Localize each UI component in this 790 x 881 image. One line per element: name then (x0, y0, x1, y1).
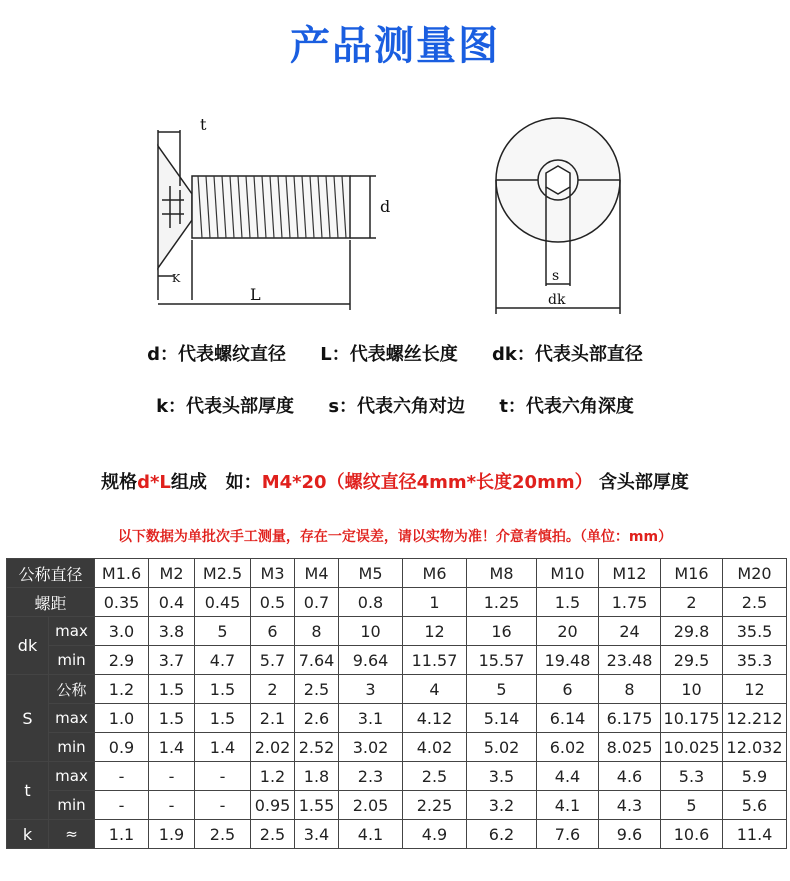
legend-item: t：代表六角深度 (499, 396, 634, 417)
s-label: S (7, 675, 49, 762)
spec-prefix: 规格 (101, 472, 138, 493)
table-cell: 4.7 (195, 646, 251, 675)
table-cell: 5.7 (251, 646, 295, 675)
table-cell: 1.4 (149, 733, 195, 762)
table-cell: 7.64 (295, 646, 339, 675)
table-cell: 3.0 (95, 617, 149, 646)
table-cell: M2 (149, 559, 195, 588)
table-cell: M3 (251, 559, 295, 588)
table-cell: 2.5 (723, 588, 787, 617)
legend-item: s：代表六角对边 (328, 396, 466, 417)
screw-diagram (140, 100, 660, 320)
table-cell: 2 (251, 675, 295, 704)
table-cell: 0.5 (251, 588, 295, 617)
min-label: min (49, 646, 95, 675)
table-cell: 0.7 (295, 588, 339, 617)
table-cell: 19.48 (537, 646, 599, 675)
table-cell: 1.5 (149, 704, 195, 733)
legend-row-2 (0, 392, 790, 418)
table-cell: 4.1 (339, 820, 403, 849)
table-cell: M8 (467, 559, 537, 588)
table-cell: 1.55 (295, 791, 339, 820)
table-cell: 2.9 (95, 646, 149, 675)
pitch-label: 螺距 (7, 588, 95, 617)
table-cell: 10 (339, 617, 403, 646)
table-cell: 1.9 (149, 820, 195, 849)
table-cell: 5.02 (467, 733, 537, 762)
table-cell: 11.4 (723, 820, 787, 849)
table-cell: 6.2 (467, 820, 537, 849)
table-cell: 2.5 (403, 762, 467, 791)
table-cell: 6.175 (599, 704, 661, 733)
table-cell: 2.6 (295, 704, 339, 733)
table-cell: 8 (295, 617, 339, 646)
table-cell: 5.3 (661, 762, 723, 791)
table-cell: 35.5 (723, 617, 787, 646)
table-cell: 29.8 (661, 617, 723, 646)
table-cell: 7.6 (537, 820, 599, 849)
table-cell: 2.52 (295, 733, 339, 762)
table-row (7, 675, 787, 704)
label-dk: dk (548, 292, 566, 308)
table-cell: 2.3 (339, 762, 403, 791)
front-view (496, 118, 620, 314)
table-cell: 10.175 (661, 704, 723, 733)
spec-mid: 组成 如： (170, 472, 262, 493)
table-cell: 12.212 (723, 704, 787, 733)
table-cell: 1 (403, 588, 467, 617)
table-cell: 3.02 (339, 733, 403, 762)
table-cell: 3.1 (339, 704, 403, 733)
max-label: max (49, 704, 95, 733)
table-cell: 3.8 (149, 617, 195, 646)
table-cell: - (95, 791, 149, 820)
table-cell: M6 (403, 559, 467, 588)
table-row (7, 617, 787, 646)
table-cell: 2.5 (295, 675, 339, 704)
table-cell: 0.35 (95, 588, 149, 617)
table-cell: 4.02 (403, 733, 467, 762)
table-row (7, 820, 787, 849)
table-cell: 10.6 (661, 820, 723, 849)
table-cell: 8.025 (599, 733, 661, 762)
legend-row-1 (0, 340, 790, 366)
table-cell: 6.14 (537, 704, 599, 733)
table-cell: 3 (339, 675, 403, 704)
table-cell: 12 (403, 617, 467, 646)
spec-dl: d*L (137, 472, 171, 493)
table-cell: 5.14 (467, 704, 537, 733)
table-cell: 0.4 (149, 588, 195, 617)
table-cell: 3.4 (295, 820, 339, 849)
table-cell: - (149, 791, 195, 820)
max-label: max (49, 762, 95, 791)
table-cell: 1.2 (251, 762, 295, 791)
table-cell: M4 (295, 559, 339, 588)
table-cell: 9.6 (599, 820, 661, 849)
table-cell: M10 (537, 559, 599, 588)
table-row (7, 704, 787, 733)
table-cell: - (195, 791, 251, 820)
table-cell: M16 (661, 559, 723, 588)
table-row (7, 646, 787, 675)
table-cell: 0.8 (339, 588, 403, 617)
table-cell: 4.6 (599, 762, 661, 791)
table-cell: 10.025 (661, 733, 723, 762)
table-cell: 1.5 (149, 675, 195, 704)
table-cell: 4.3 (599, 791, 661, 820)
spec-example (0, 468, 790, 494)
table-cell: 2.02 (251, 733, 295, 762)
table-cell: 4.12 (403, 704, 467, 733)
table-cell: 2.5 (251, 820, 295, 849)
table-cell: 29.5 (661, 646, 723, 675)
max-label: max (49, 617, 95, 646)
table-cell: 35.3 (723, 646, 787, 675)
table-cell: 15.57 (467, 646, 537, 675)
table-cell: M1.6 (95, 559, 149, 588)
table-cell: 8 (599, 675, 661, 704)
table-cell: 5 (195, 617, 251, 646)
table-cell: 0.9 (95, 733, 149, 762)
table-cell: - (195, 762, 251, 791)
table-cell: 4.9 (403, 820, 467, 849)
table-cell: M5 (339, 559, 403, 588)
table-cell: 6.02 (537, 733, 599, 762)
table-cell: 3.7 (149, 646, 195, 675)
table-cell: 20 (537, 617, 599, 646)
table-cell: 1.75 (599, 588, 661, 617)
table-cell: - (95, 762, 149, 791)
table-cell: 6 (537, 675, 599, 704)
table-cell: 23.48 (599, 646, 661, 675)
nominal-label: 公称 (49, 675, 95, 704)
min-label: min (49, 733, 95, 762)
header-label: 公称直径 (7, 559, 95, 588)
t-label: t (7, 762, 49, 820)
table-cell: 1.1 (95, 820, 149, 849)
page-title: 产品测量图 (290, 23, 500, 69)
table-cell: 1.4 (195, 733, 251, 762)
table-row (7, 791, 787, 820)
table-cell: 2.25 (403, 791, 467, 820)
table-cell: 4.4 (537, 762, 599, 791)
table-row (7, 762, 787, 791)
side-view (158, 130, 376, 310)
table-cell: M12 (599, 559, 661, 588)
table-cell: M2.5 (195, 559, 251, 588)
table-cell: 1.25 (467, 588, 537, 617)
table-cell: 1.5 (195, 704, 251, 733)
table-cell: 24 (599, 617, 661, 646)
table-cell: 6 (251, 617, 295, 646)
table-cell: 4.1 (537, 791, 599, 820)
table-cell: 2.05 (339, 791, 403, 820)
table-cell: 0.95 (251, 791, 295, 820)
table-cell: 2.5 (195, 820, 251, 849)
table-cell: 10 (661, 675, 723, 704)
label-s: s (552, 268, 560, 284)
table-cell: 3.2 (467, 791, 537, 820)
legend-item: d：代表螺纹直径 (147, 344, 286, 365)
min-label: min (49, 791, 95, 820)
table-cell: 1.0 (95, 704, 149, 733)
spec-table (6, 558, 787, 849)
label-d: d (380, 197, 391, 216)
table-cell: 0.45 (195, 588, 251, 617)
table-cell: M20 (723, 559, 787, 588)
table-cell: 3.5 (467, 762, 537, 791)
table-row (7, 733, 787, 762)
table-cell: 5 (467, 675, 537, 704)
legend-item: L：代表螺丝长度 (320, 344, 458, 365)
table-cell: 1.2 (95, 675, 149, 704)
table-cell: 9.64 (339, 646, 403, 675)
approx-label: ≈ (49, 820, 95, 849)
table-cell: 1.5 (537, 588, 599, 617)
table-cell: 5 (661, 791, 723, 820)
table-cell: 5.9 (723, 762, 787, 791)
spec-suffix: 含头部厚度 (598, 472, 689, 493)
legend-item: k：代表头部厚度 (156, 396, 295, 417)
label-t: t (200, 115, 207, 134)
table-cell: 2.1 (251, 704, 295, 733)
label-k: K (172, 272, 181, 285)
table-cell: 5.6 (723, 791, 787, 820)
dk-label: dk (7, 617, 49, 675)
table-cell: 12.032 (723, 733, 787, 762)
k-label: k (7, 820, 49, 849)
legend-item: dk：代表头部直径 (492, 344, 643, 365)
table-cell: 4 (403, 675, 467, 704)
table-row (7, 559, 787, 588)
label-L: L (250, 285, 261, 304)
table-cell: 11.57 (403, 646, 467, 675)
table-cell: 12 (723, 675, 787, 704)
measurement-notice: 以下数据为单批次手工测量，存在一定误差，请以实物为准！介意者慎拍。（单位：mm） (117, 529, 673, 545)
table-cell: 16 (467, 617, 537, 646)
table-cell: 1.8 (295, 762, 339, 791)
table-cell: - (149, 762, 195, 791)
table-cell: 1.5 (195, 675, 251, 704)
table-cell: 2 (661, 588, 723, 617)
table-row (7, 588, 787, 617)
spec-example-value: M4*20（螺纹直径4mm*长度20mm） (261, 472, 593, 493)
